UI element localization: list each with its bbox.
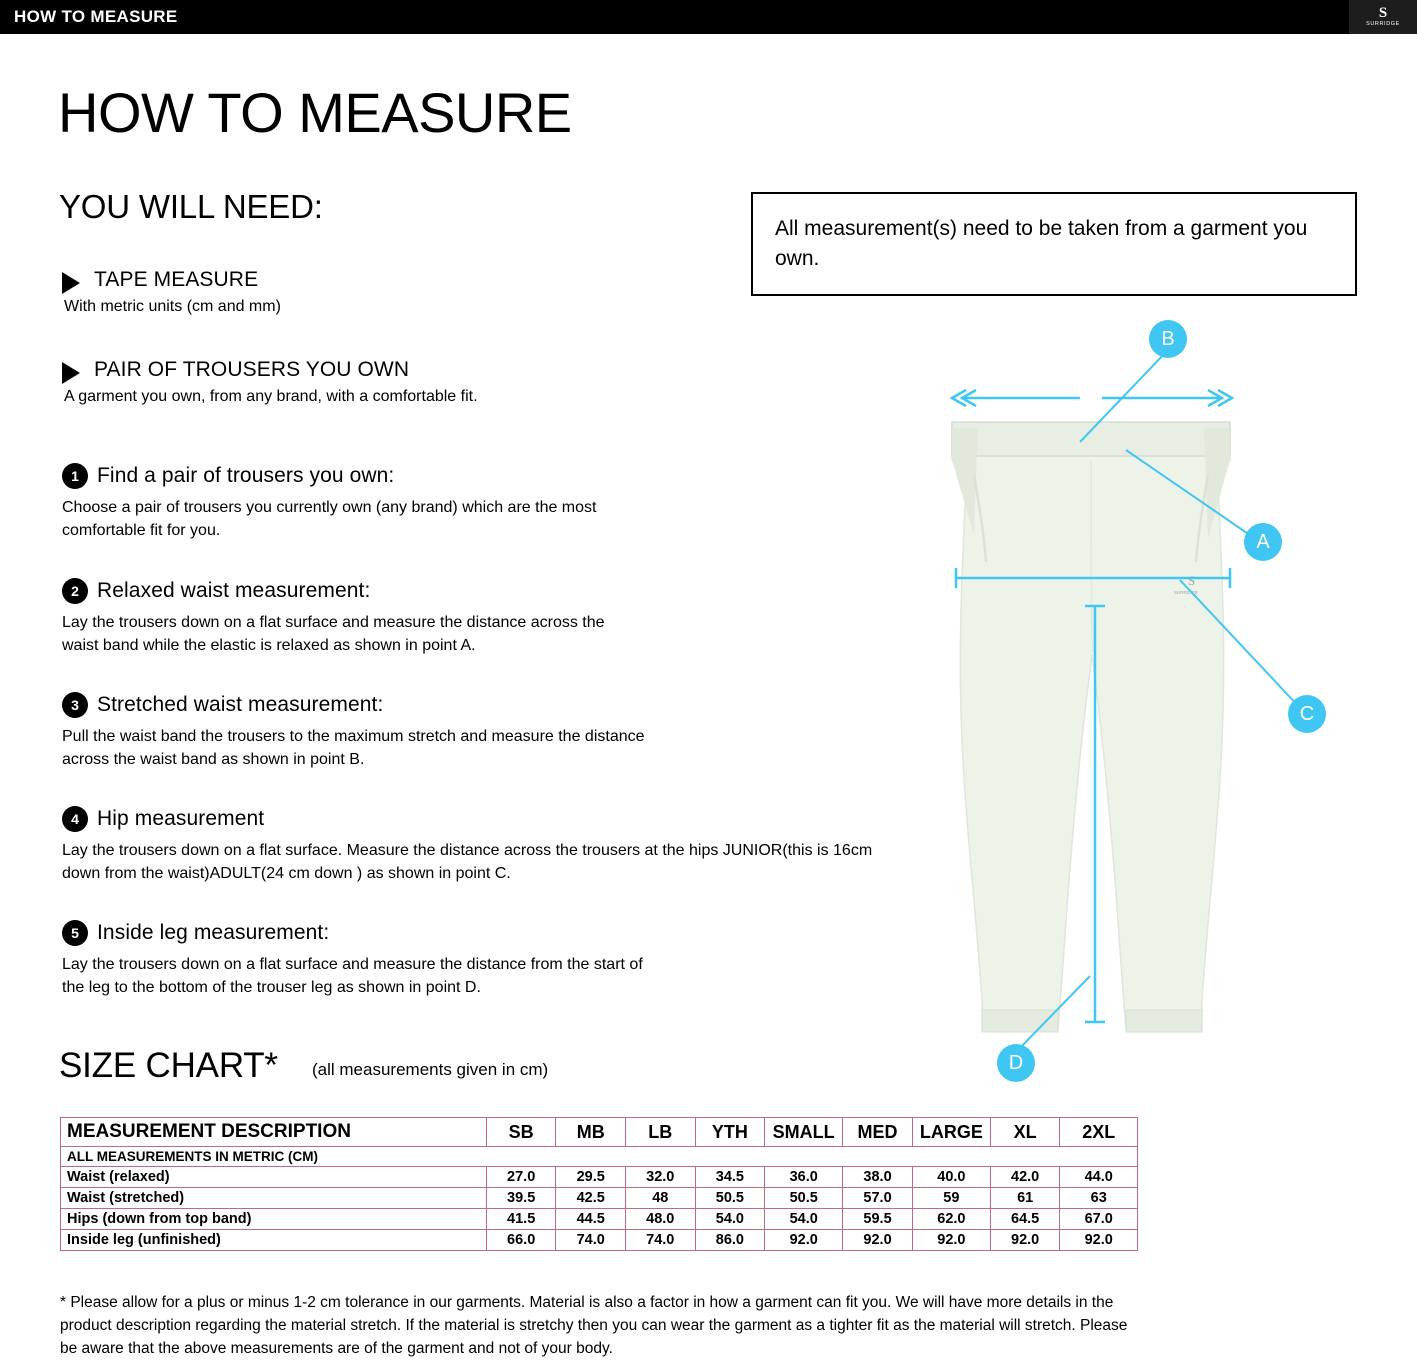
cell-value: 38.0 xyxy=(843,1167,913,1188)
size-chart-note: (all measurements given in cm) xyxy=(312,1060,549,1079)
column-header-2xl: 2XL xyxy=(1060,1118,1138,1147)
size-chart-title: SIZE CHART* xyxy=(59,1046,278,1085)
cell-value: 32.0 xyxy=(625,1167,695,1188)
triangle-bullet-icon xyxy=(62,362,80,384)
step-body: Pull the waist band the trousers to the maximum stretch and measure the distance across the waist band as shown in point B. xyxy=(62,728,645,768)
cell-value: 66.0 xyxy=(486,1230,556,1251)
cell-value: 74.0 xyxy=(625,1230,695,1251)
cell-value: 36.0 xyxy=(765,1167,843,1188)
brand-logo-name: SURRIDGE xyxy=(1366,20,1400,27)
need-item-subtitle: With metric units (cm and mm) xyxy=(64,298,281,315)
svg-text:SURRIDGE: SURRIDGE xyxy=(1174,590,1198,595)
need-item-title: TAPE MEASURE xyxy=(94,268,259,291)
row-label: Waist (relaxed) xyxy=(61,1167,487,1188)
cell-value: 42.5 xyxy=(556,1188,626,1209)
column-header-yth: YTH xyxy=(695,1118,765,1147)
cell-value: 39.5 xyxy=(486,1188,556,1209)
row-label: Hips (down from top band) xyxy=(61,1209,487,1230)
table-header-row xyxy=(61,1118,1138,1147)
footnote: * Please allow for a plus or minus 1-2 cm tolerance in our garments. Material is also a factor in how a garment can fit you. We will have more details in the product description regarding the material stretch. If the material is stretchy then you can wear the garment as a tighter fit as the material will stretch. Please be aware that the above measurements are of the garment and not of your body. xyxy=(60,1294,1128,1357)
need-item-trousers xyxy=(62,358,478,405)
metric-note-cell: ALL MEASUREMENTS IN METRIC (CM) xyxy=(61,1147,1138,1167)
step-4 xyxy=(62,806,922,885)
step-title: Inside leg measurement: xyxy=(97,921,330,944)
step-body: Lay the trousers down on a flat surface. Measure the distance across the trousers at the hips JUNIOR(this is 16cm down from the waist)ADULT(24 cm down ) as shown in point C. xyxy=(62,842,873,882)
page-title: HOW TO MEASURE xyxy=(58,81,572,144)
need-item-subtitle: A garment you own, from any brand, with a comfortable fit. xyxy=(64,388,478,405)
cell-value: 54.0 xyxy=(765,1209,843,1230)
step-2 xyxy=(62,578,922,657)
step-title: Stretched waist measurement: xyxy=(97,693,384,716)
step-title: Relaxed waist measurement: xyxy=(97,579,371,602)
cell-value: 61 xyxy=(990,1188,1060,1209)
cell-value: 48.0 xyxy=(625,1209,695,1230)
step-number-badge: 5 xyxy=(62,920,88,946)
cell-value: 67.0 xyxy=(1060,1209,1138,1230)
cell-value: 40.0 xyxy=(912,1167,990,1188)
step-body: Lay the trousers down on a flat surface and measure the distance across the waist band while the elastic is relaxed as shown in point A. xyxy=(62,614,605,654)
step-number-badge: 1 xyxy=(62,463,88,489)
step-body: Choose a pair of trousers you currently own (any brand) which are the most comfortable fit for you. xyxy=(62,499,597,539)
triangle-bullet-icon xyxy=(62,272,80,294)
top-bar-title: HOW TO MEASURE xyxy=(14,7,178,26)
cell-value: 50.5 xyxy=(765,1188,843,1209)
cell-value: 92.0 xyxy=(765,1230,843,1251)
cell-value: 64.5 xyxy=(990,1209,1060,1230)
column-header-med: MED xyxy=(843,1118,913,1147)
cell-value: 59.5 xyxy=(843,1209,913,1230)
column-header-description: MEASUREMENT DESCRIPTION xyxy=(61,1118,487,1147)
cell-value: 92.0 xyxy=(843,1230,913,1251)
column-header-xl: XL xyxy=(990,1118,1060,1147)
column-header-small: SMALL xyxy=(765,1118,843,1147)
step-number-badge: 2 xyxy=(62,578,88,604)
cell-value: 50.5 xyxy=(695,1188,765,1209)
svg-text:S: S xyxy=(1188,573,1196,588)
cell-value: 57.0 xyxy=(843,1188,913,1209)
cell-value: 44.0 xyxy=(1060,1167,1138,1188)
size-chart-table xyxy=(60,1117,1138,1251)
step-5 xyxy=(62,920,922,999)
cell-value: 59 xyxy=(912,1188,990,1209)
cell-value: 27.0 xyxy=(486,1167,556,1188)
table-row xyxy=(61,1209,1138,1230)
need-item-tape-measure xyxy=(62,268,281,315)
measurement-diagram xyxy=(930,310,1390,1090)
table-row xyxy=(61,1167,1138,1188)
row-label: Waist (stretched) xyxy=(61,1188,487,1209)
step-number-badge: 4 xyxy=(62,806,88,832)
step-body: Lay the trousers down on a flat surface and measure the distance from the start of the leg to the bottom of the trouser leg as shown in point D. xyxy=(62,956,643,996)
need-item-title: PAIR OF TROUSERS YOU OWN xyxy=(94,358,410,381)
callout-text: All measurement(s) need to be taken from a garment you own. xyxy=(775,217,1308,270)
brand-logo xyxy=(1349,0,1417,34)
column-header-mb: MB xyxy=(556,1118,626,1147)
column-header-large: LARGE xyxy=(912,1118,990,1147)
trousers-illustration xyxy=(930,310,1390,1090)
you-will-need-heading: YOU WILL NEED: xyxy=(59,188,323,225)
diagram-label-b: B xyxy=(1149,320,1187,358)
step-number-badge: 3 xyxy=(62,692,88,718)
callout-box xyxy=(751,192,1357,296)
diagram-label-d: D xyxy=(997,1044,1035,1082)
table-row-metric-note xyxy=(61,1147,1138,1167)
top-bar xyxy=(0,0,1417,34)
cell-value: 48 xyxy=(625,1188,695,1209)
step-3 xyxy=(62,692,922,771)
column-header-lb: LB xyxy=(625,1118,695,1147)
cell-value: 29.5 xyxy=(556,1167,626,1188)
step-1 xyxy=(62,463,922,542)
cell-value: 62.0 xyxy=(912,1209,990,1230)
column-header-sb: SB xyxy=(486,1118,556,1147)
cell-value: 44.5 xyxy=(556,1209,626,1230)
cell-value: 92.0 xyxy=(912,1230,990,1251)
diagram-label-c: C xyxy=(1288,695,1326,733)
cell-value: 63 xyxy=(1060,1188,1138,1209)
cell-value: 34.5 xyxy=(695,1167,765,1188)
cell-value: 41.5 xyxy=(486,1209,556,1230)
cell-value: 54.0 xyxy=(695,1209,765,1230)
step-title: Find a pair of trousers you own: xyxy=(97,464,395,487)
cell-value: 86.0 xyxy=(695,1230,765,1251)
cell-value: 92.0 xyxy=(1060,1230,1138,1251)
table-row xyxy=(61,1230,1138,1251)
diagram-label-a: A xyxy=(1244,523,1282,561)
brand-logo-letter: S xyxy=(1378,4,1388,21)
table-row xyxy=(61,1188,1138,1209)
step-title: Hip measurement xyxy=(97,807,265,830)
row-label: Inside leg (unfinished) xyxy=(61,1230,487,1251)
cell-value: 42.0 xyxy=(990,1167,1060,1188)
cell-value: 92.0 xyxy=(990,1230,1060,1251)
cell-value: 74.0 xyxy=(556,1230,626,1251)
